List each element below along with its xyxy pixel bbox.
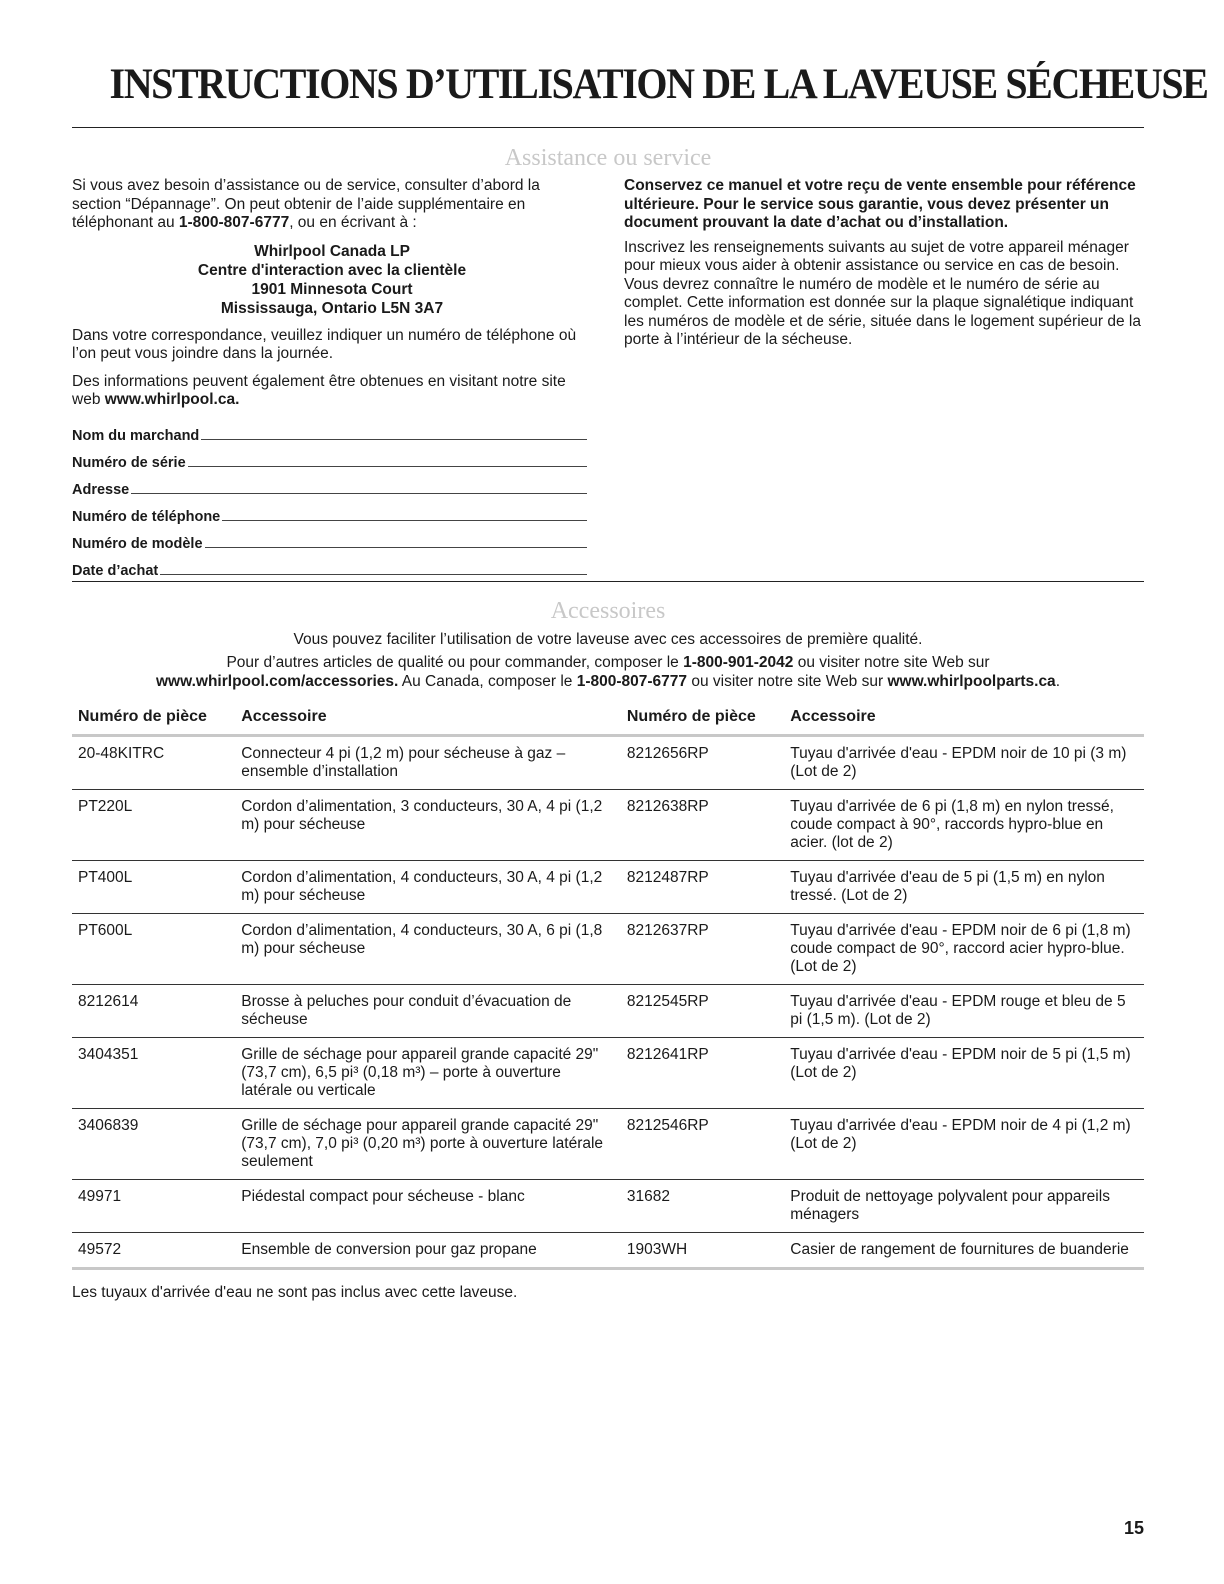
form-row-model: Numéro de modèle [72, 525, 587, 552]
form-blank-line [131, 493, 587, 494]
part-number: 49971 [72, 1180, 235, 1233]
form-row-address: Adresse [72, 471, 587, 498]
part-number: 3404351 [72, 1038, 235, 1109]
table-row [72, 1180, 1144, 1233]
part-number: 8212641RP [621, 1038, 784, 1109]
accessory-desc: Cordon d’alimentation, 3 conducteurs, 30 A, 4 pi (1,2 m) pour sécheuse [235, 790, 621, 861]
table-row [72, 1038, 1144, 1109]
mailing-address: Whirlpool Canada LP Centre d'interaction avec la clientèle 1901 Minnesota Court Mississauga, Ontario L5N 3A7 [197, 242, 467, 317]
order-phone: 1-800-901-2042 [683, 654, 794, 671]
table-row [72, 914, 1144, 985]
accessory-desc: Brosse à peluches pour conduit d’évacuation de sécheuse [235, 985, 621, 1038]
footnote: Les tuyaux d'arrivée d'eau ne sont pas inclus avec cette laveuse. [72, 1284, 518, 1301]
part-number: 8212638RP [621, 790, 784, 861]
table-row [72, 985, 1144, 1038]
keep-manual-note: Conservez ce manuel et votre reçu de vente ensemble pour référence ultérieure. Pour le service sous garantie, vous devez présenter un document prouvant la date d’achat ou d’installation. [624, 177, 1136, 231]
column-header: Accessoire [784, 705, 1144, 736]
accessory-desc: Tuyau d'arrivée d'eau - EPDM noir de 10 pi (3 m) (Lot de 2) [784, 736, 1144, 790]
form-row-phone: Numéro de téléphone [72, 498, 587, 525]
accessories-url: www.whirlpool.com/accessories. [156, 673, 399, 690]
part-number: 1903WH [621, 1233, 784, 1269]
form-row-serial: Numéro de série [72, 444, 587, 471]
part-number: 20-48KITRC [72, 736, 235, 790]
accessories-intro: Vous pouvez faciliter l’utilisation de votre laveuse avec ces accessoires de première qualité. Pour d’autres articles de qualité ou pour commander, composer le 1-800-901-2042 ou visiter notre site Web sur www.whirlpool.com/accessories. Au Canada, composer le 1-800-807-6777 ou visiter notre site Web sur www.whirlpoolparts.ca. [72, 630, 1144, 695]
part-number: 3406839 [72, 1109, 235, 1180]
part-number: 8212546RP [621, 1109, 784, 1180]
canada-phone: 1-800-807-6777 [576, 673, 688, 690]
accessory-desc: Tuyau d'arrivée de 6 pi (1,8 m) en nylon tressé, coude compact à 90°, raccords hypro-blue en acier. (lot de 2) [784, 790, 1144, 861]
accessory-desc: Tuyau d'arrivée d'eau de 5 pi (1,5 m) en nylon tressé. (Lot de 2) [784, 861, 1144, 914]
part-number: 8212656RP [621, 736, 784, 790]
part-number: 8212637RP [621, 914, 784, 985]
accessory-desc: Tuyau d'arrivée d'eau - EPDM rouge et bleu de 5 pi (1,5 m). (Lot de 2) [784, 985, 1144, 1038]
accessory-desc: Produit de nettoyage polyvalent pour appareils ménagers [784, 1180, 1144, 1233]
record-info-note: Inscrivez les renseignements suivants au sujet de votre appareil ménager pour mieux vous aider à obtenir assistance ou service en cas de besoin. Vous devrez connaître le numéro de modèle et le numéro de série au complet. Cette information est donnée sur la plaque signalétique indiquant les numéros de modèle et de série, située dans le logement supérieur de la porte à l’intérieur de la sécheuse. [624, 238, 1141, 348]
accessory-desc: Piédestal compact pour sécheuse - blanc [235, 1180, 621, 1233]
accessories-heading: Accessoires [550, 598, 666, 624]
part-number: 8212614 [72, 985, 235, 1038]
column-header: Numéro de pièce [621, 705, 784, 736]
assistance-phone: 1-800-807-6777 [178, 214, 290, 231]
form-blank-line [201, 439, 587, 440]
accessory-desc: Tuyau d'arrivée d'eau - EPDM noir de 6 pi (1,8 m) coude compact de 90°, raccord acier hypro-blue. (Lot de 2) [784, 914, 1144, 985]
parts-url: www.whirlpoolparts.ca [887, 673, 1056, 690]
form-blank-line [222, 520, 587, 521]
table-row [72, 1233, 1144, 1269]
correspondence-note: Dans votre correspondance, veuillez indiquer un numéro de téléphone où l’on peut vous joindre dans la journée. [72, 326, 577, 362]
accessory-desc: Cordon d’alimentation, 4 conducteurs, 30 A, 4 pi (1,2 m) pour sécheuse [235, 861, 621, 914]
part-number: 8212545RP [621, 985, 784, 1038]
accessory-desc: Grille de séchage pour appareil grande capacité 29" (73,7 cm), 6,5 pi³ (0,18 m³) – porte à ouverture latérale ou verticale [235, 1038, 621, 1109]
page-number: 15 [1123, 1518, 1144, 1538]
assistance-right-column [624, 177, 1144, 359]
table-row [72, 1109, 1144, 1180]
table-row [72, 736, 1144, 790]
form-blank-line [160, 574, 587, 575]
part-number: 31682 [621, 1180, 784, 1233]
accessory-desc: Tuyau d'arrivée d'eau - EPDM noir de 4 pi (1,2 m) (Lot de 2) [784, 1109, 1144, 1180]
part-number: 8212487RP [621, 861, 784, 914]
part-number: PT400L [72, 861, 235, 914]
column-header: Accessoire [235, 705, 621, 736]
owner-record-form [72, 417, 587, 579]
assistance-left-column [72, 177, 592, 419]
part-number: PT220L [72, 790, 235, 861]
order-info: Pour d’autres articles de qualité ou pour commander, composer le 1-800-901-2042 ou visiter notre site Web sur www.whirlpool.com/accessories. Au Canada, composer le 1-800-807-6777 ou visiter notre site Web sur www.whirlpoolparts.ca. [156, 654, 1060, 690]
assistance-heading: Assistance ou service [504, 145, 712, 171]
section-divider [72, 581, 1144, 582]
accessory-desc: Tuyau d'arrivée d'eau - EPDM noir de 5 pi (1,5 m) (Lot de 2) [784, 1038, 1144, 1109]
table-row [72, 790, 1144, 861]
column-header: Numéro de pièce [72, 705, 235, 736]
table-row [72, 861, 1144, 914]
accessory-desc: Cordon d’alimentation, 4 conducteurs, 30 A, 6 pi (1,8 m) pour sécheuse [235, 914, 621, 985]
website-note: Des informations peuvent également être obtenues en visitant notre site web www.whirlpool.ca. [72, 372, 566, 408]
part-number: PT600L [72, 914, 235, 985]
part-number: 49572 [72, 1233, 235, 1269]
table-header-row [72, 705, 1144, 736]
website-link: www.whirlpool.ca. [104, 391, 240, 408]
form-blank-line [205, 547, 587, 548]
accessory-desc: Ensemble de conversion pour gaz propane [235, 1233, 621, 1269]
form-blank-line [188, 466, 587, 467]
accessory-desc: Connecteur 4 pi (1,2 m) pour sécheuse à gaz – ensemble d’installation [235, 736, 621, 790]
form-row-dealer: Nom du marchand [72, 417, 587, 444]
assistance-intro: Si vous avez besoin d’assistance ou de service, consulter d’abord la section “Dépannage”. On peut obtenir de l’aide supplémentaire en téléphonant au 1-800-807-6777, ou en écrivant à : [72, 177, 540, 231]
accessory-desc: Grille de séchage pour appareil grande capacité 29" (73,7 cm), 7,0 pi³ (0,20 m³) porte à ouverture latérale seulement [235, 1109, 621, 1180]
accessories-table [72, 705, 1144, 1270]
accessory-desc: Casier de rangement de fournitures de buanderie [784, 1233, 1144, 1269]
form-row-purchase-date: Date d’achat [72, 552, 587, 579]
page-title: INSTRUCTIONS D’UTILISATION DE LA LAVEUSE SÉCHEUSE [109, 61, 1208, 108]
title-divider [72, 127, 1144, 128]
